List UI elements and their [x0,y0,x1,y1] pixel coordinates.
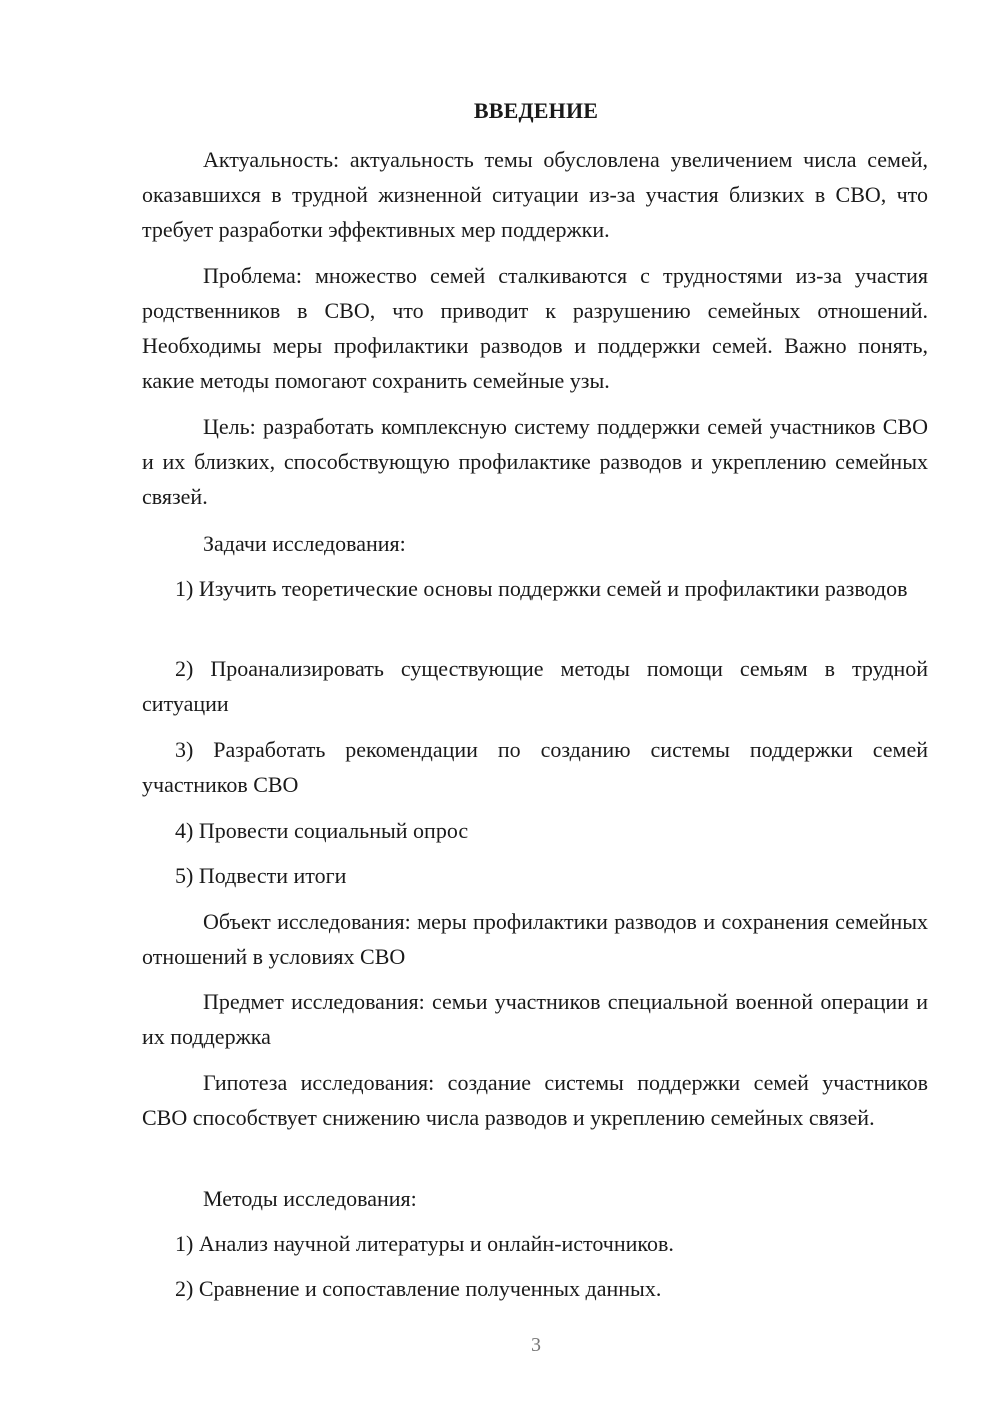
task-item-2: 2) Проанализировать существующие методы помощи семьям в трудной ситуации [142,656,928,716]
method-item-1: 1) Анализ научной литературы и онлайн-источников. [175,1231,674,1256]
problem-paragraph: Проблема: множество семей сталкиваются с трудностями из-за участия родственников в СВО, что приводит к разрушению семейных отношений. Необходимы меры профилактики разводов и поддержки семей. Важно понять, какие методы помогают сохранить семейные узы. [142,263,928,393]
object-paragraph: Объект исследования: меры профилактики разводов и сохранения семейных отношений в условиях СВО [142,909,928,969]
goal-paragraph: Цель: разработать комплексную систему поддержки семей участников СВО и их близких, способствующую профилактике разводов и укреплению семейных связей. [142,414,928,509]
task-item-3: 3) Разработать рекомендации по созданию системы поддержки семей участников СВО [142,737,928,797]
methods-heading: Методы исследования: [203,1186,417,1211]
subject-paragraph: Предмет исследования: семьи участников специальной военной операции и их поддержка [142,989,928,1049]
method-item-2: 2) Сравнение и сопоставление полученных данных. [175,1276,662,1301]
task-item-1: 1) Изучить теоретические основы поддержки семей и профилактики разводов [175,576,908,601]
section-title: ВВЕДЕНИЕ [473,98,599,123]
page-number: 3 [531,1334,541,1356]
task-item-5: 5) Подвести итоги [175,863,347,888]
hypothesis-paragraph: Гипотеза исследования: создание системы поддержки семей участников СВО способствует снижению числа разводов и укреплению семейных связей. [142,1070,928,1130]
tasks-heading: Задачи исследования: [203,531,406,556]
relevance-paragraph: Актуальность: актуальность темы обусловлена увеличением числа семей, оказавшихся в трудной жизненной ситуации из-за участия близких в СВО, что требует разработки эффективных мер поддержки. [142,147,928,242]
task-item-4: 4) Провести социальный опрос [175,818,469,843]
